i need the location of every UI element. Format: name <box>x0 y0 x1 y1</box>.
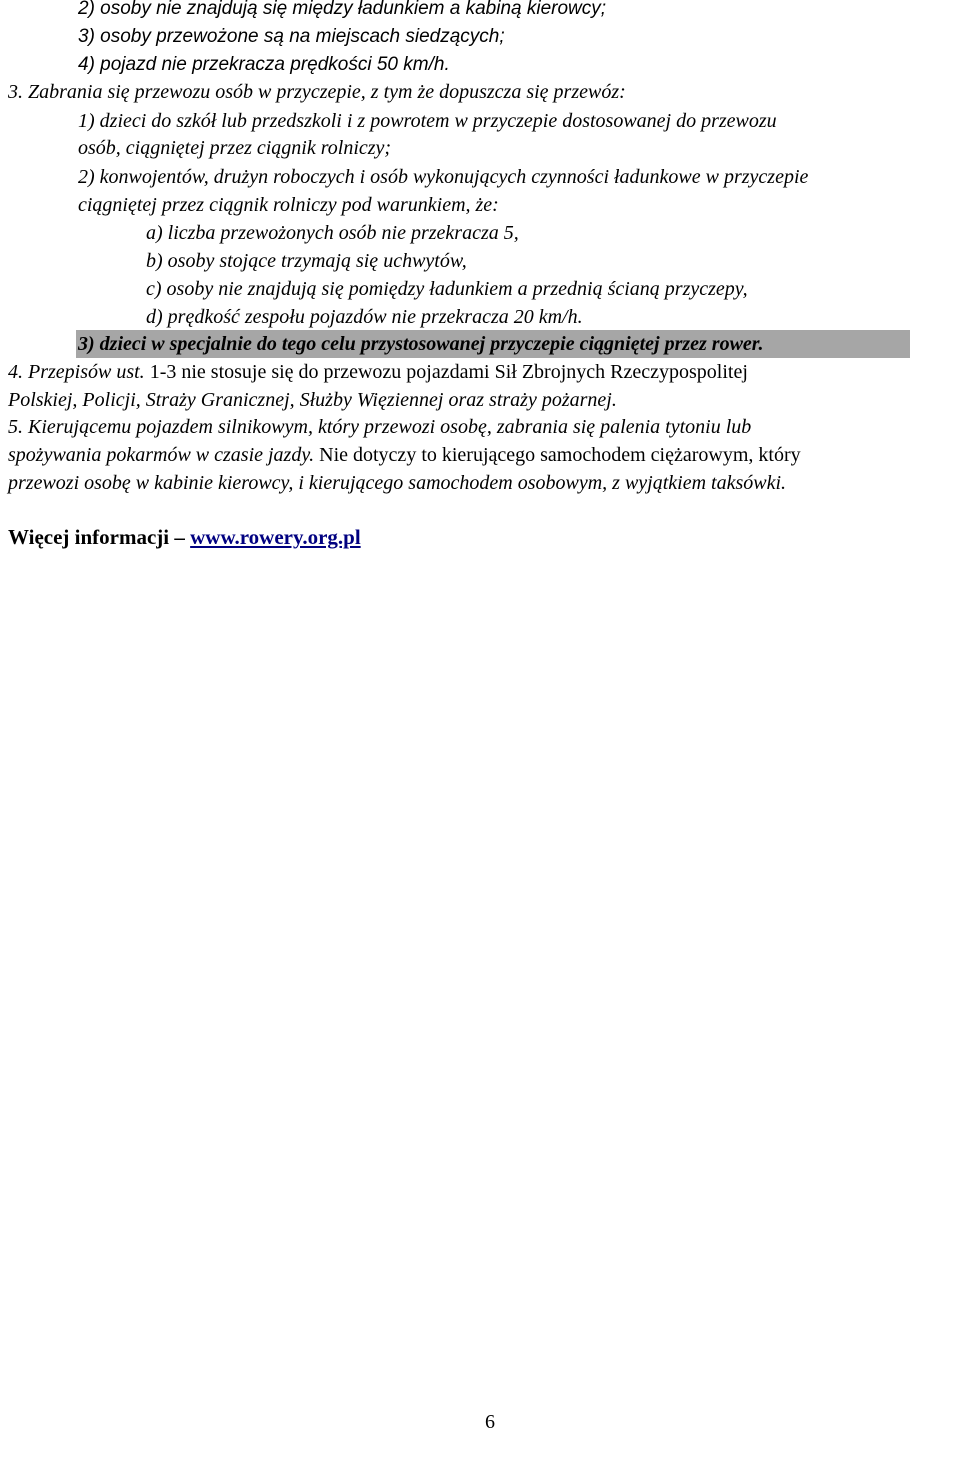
section-3-item-2-line-1: 2) konwojentów, drużyn roboczych i osób wykonujących czynności ładunkowe w przyczepie <box>78 166 809 188</box>
section-4-lead: 4. Przepisów ust. <box>8 361 145 383</box>
section-3-item-2-line-2: ciągniętej przez ciągnik rolniczy pod warunkiem, że: <box>78 194 499 216</box>
section-5-line-3: przewozi osobę w kabinie kierowcy, i kierującego samochodem osobowym, z wyjątkiem taksówki. <box>8 472 787 494</box>
section-3-sub-b: b) osoby stojące trzymają się uchwytów, <box>146 250 467 272</box>
section-3-number: 3. <box>8 81 23 103</box>
section-3-item-1-line-1: 1) dzieci do szkół lub przedszkoli i z powrotem w przyczepie dostosowanej do przewozu <box>78 110 777 132</box>
more-info-label: Więcej informacji – <box>8 525 191 549</box>
list-item-3: 3) osoby przewożone są na miejscach siedzących; <box>78 26 505 47</box>
section-5-line-1: 5. Kierującemu pojazdem silnikowym, który przewozi osobę, zabrania się palenia tytoniu lub <box>8 416 752 438</box>
section-4-line-1 <box>8 359 748 385</box>
section-5-line-2-lead: spożywania pokarmów w czasie jazdy. <box>8 444 315 466</box>
section-5-line-2 <box>8 442 801 468</box>
more-info <box>8 524 361 550</box>
section-3-item-3-highlighted: 3) dzieci w specjalnie do tego celu przystosowanej przyczepie ciągniętej przez rower. <box>78 333 764 355</box>
section-3-intro <box>8 79 626 105</box>
section-4-line-2: Polskiej, Policji, Straży Granicznej, Służby Więziennej oraz straży pożarnej. <box>8 389 617 411</box>
section-5-line-2-rest: Nie dotyczy to kierującego samochodem ciężarowym, który <box>314 444 801 466</box>
more-info-link[interactable]: www.rowery.org.pl <box>190 525 361 549</box>
section-3-sub-a: a) liczba przewożonych osób nie przekracza 5, <box>146 222 519 244</box>
section-3-item-1-line-2: osób, ciągniętej przez ciągnik rolniczy; <box>78 137 392 159</box>
page-number: 6 <box>485 1411 495 1433</box>
section-3-sub-d: d) prędkość zespołu pojazdów nie przekracza 20 km/h. <box>146 306 583 328</box>
list-item-2: 2) osoby nie znajdują się między ładunkiem a kabiną kierowcy; <box>78 0 607 19</box>
section-3-sub-c: c) osoby nie znajdują się pomiędzy ładunkiem a przednią ścianą przyczepy, <box>146 278 748 300</box>
section-4-line-1-rest: 1-3 nie stosuje się do przewozu pojazdami Sił Zbrojnych Rzeczypospolitej <box>144 361 748 383</box>
list-item-4: 4) pojazd nie przekracza prędkości 50 km/h. <box>78 54 450 75</box>
section-3-intro-text: Zabrania się przewozu osób w przyczepie, z tym że dopuszcza się przewóz: <box>28 81 626 103</box>
